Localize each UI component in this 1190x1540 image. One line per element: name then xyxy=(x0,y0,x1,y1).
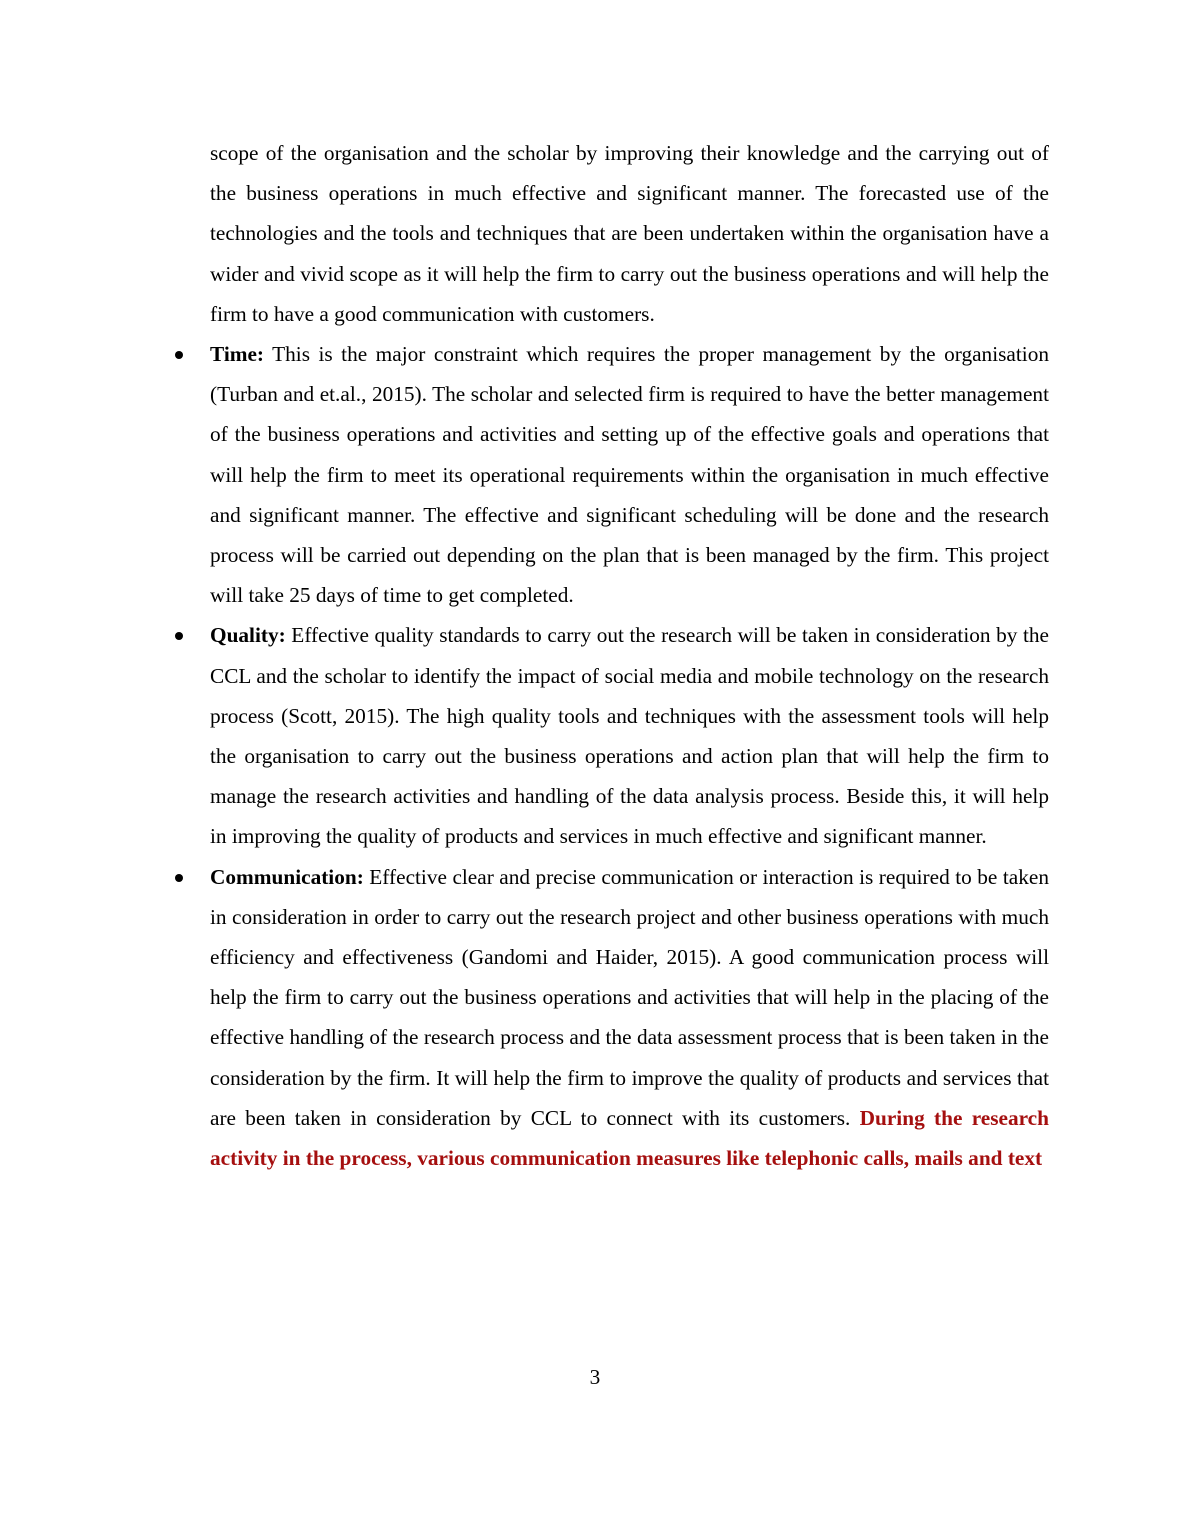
bullet-term: Communication: xyxy=(210,864,364,889)
bullet-term: Quality: xyxy=(210,623,286,648)
bullet-item-communication xyxy=(210,857,1049,1179)
continuation-paragraph: scope of the organisation and the scholar by improving their knowledge and the carrying out of the business operations in much effective and significant manner. The forecasted use of the technologies and the tools and techniques that are been undertaken within the organisation have a wider and vivid scope as it will help the firm to carry out the business operations and will help the firm to have a good communication with customers. xyxy=(210,141,1049,326)
bullet-text: Effective quality standards to carry out the research will be taken in consideration by the CCL and the scholar to identify the impact of social media and mobile technology on the research process (Scott, 2015). The high quality tools and techniques with the assessment tools will help the organisation to carry out the business operations and action plan that will help the firm to manage the research activities and handling of the data analysis process. Beside this, it will help in improving the quality of products and services in much effective and significant manner. xyxy=(210,623,1049,849)
highlighted-text: During the research activity in the process, various communication measures like telephonic calls, mails and text xyxy=(210,1105,1049,1171)
bullet-icon xyxy=(175,874,183,882)
bullet-item-quality xyxy=(210,615,1049,856)
bullet-icon xyxy=(175,351,183,359)
bullet-text: This is the major constraint which requires the proper management by the organisation (Turban and et.al., 2015). The scholar and selected firm is required to have the better management of the business operations and activities and setting up of the effective goals and operations that will help the firm to meet its operational requirements within the organisation in much effective and significant manner. The effective and significant scheduling will be done and the research process will be carried out depending on the plan that is been managed by the firm. This project will take 25 days of time to get completed. xyxy=(210,342,1049,608)
bullet-text: Effective clear and precise communication or interaction is required to be taken in consideration in order to carry out the research project and other business operations with much efficiency and effectiveness (Gandomi and Haider, 2015). A good communication process will help the firm to carry out the business operations and activities that will help in the placing of the effective handling of the research process and the data assessment process that is been taken in the consideration by the firm. It will help the firm to improve the quality of products and services that are been taken in consideration by CCL to connect with its customers. xyxy=(210,864,1049,1130)
bullet-term: Time: xyxy=(210,342,265,367)
document-body xyxy=(210,133,1049,1178)
bullet-item-time xyxy=(210,334,1049,615)
bullet-icon xyxy=(175,632,183,640)
page-number: 3 xyxy=(589,1365,601,1389)
